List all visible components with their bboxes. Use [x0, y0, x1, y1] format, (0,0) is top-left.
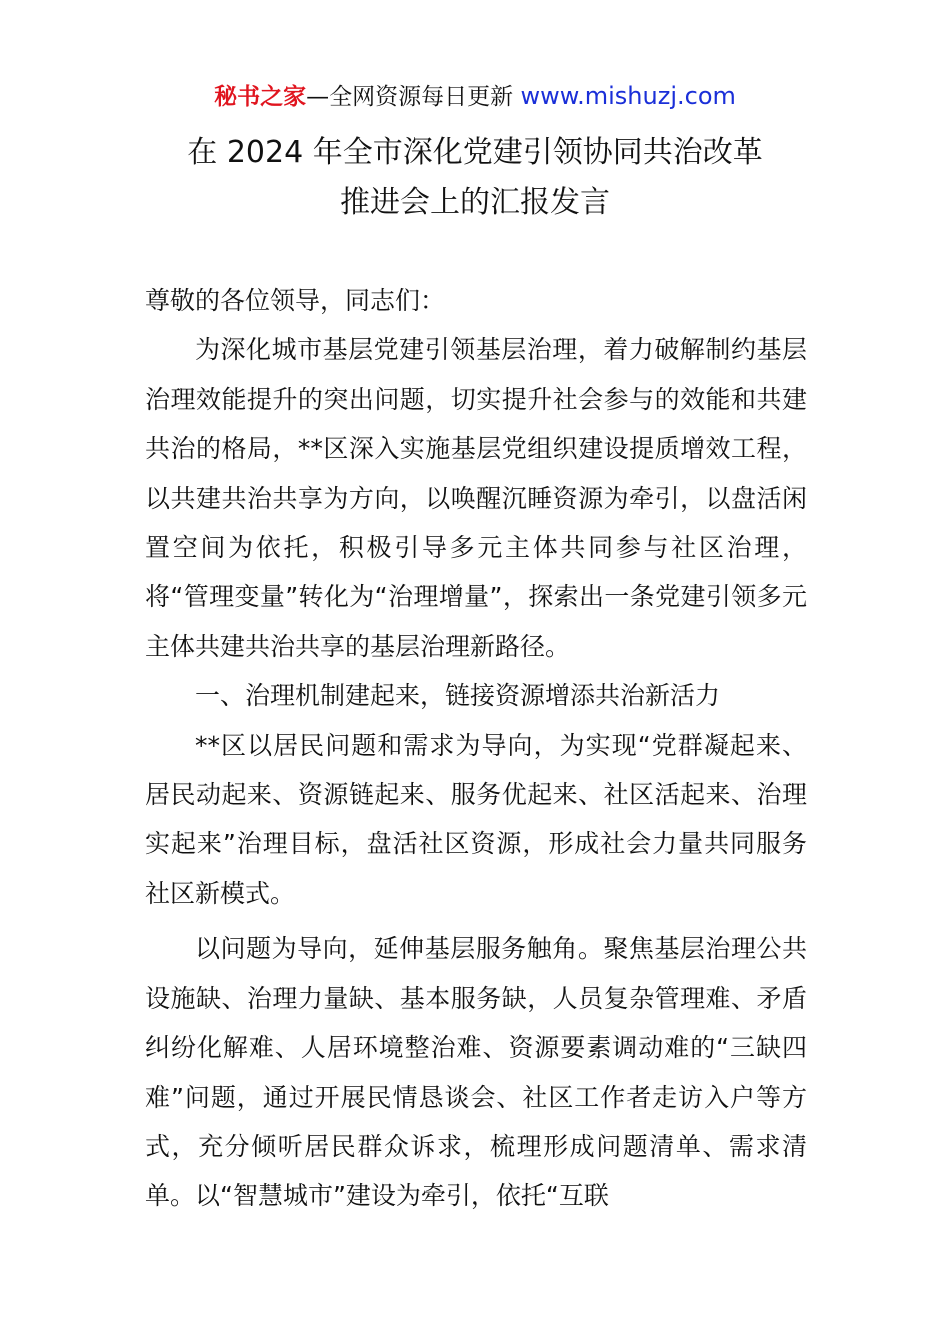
banner-tagline: —全网资源每日更新: [306, 84, 521, 110]
salutation: 尊敬的各位领导，同志们：: [145, 286, 446, 315]
document-body: [145, 276, 807, 1221]
paragraph-section-1: **区以居民问题和需求为导向，为实现“党群凝起来、居民动起来、资源链起来、服务优起来、社区活起来、治理实起来”治理目标，盘活社区资源，形成社会力量共同服务社区新模式。: [145, 730, 807, 908]
paragraph-intro: 为深化城市基层党建引领基层治理，着力破解制约基层治理效能提升的突出问题，切实提升社会参与的效能和共建共治的格局，**区深入实施基层党组织建设提质增效工程，以共建共治共享为方向，以唤醒沉睡资源为牵引，以盘活闲置空间为依托，积极引导多元主体共同参与社区治理，将“管理变量”转化为“治理增量”，探索出一条党建引领多元主体共建共治共享的基层治理新路径。: [145, 335, 807, 661]
site-banner: [0, 80, 950, 113]
paragraph-problem-oriented: 以问题为导向，延伸基层服务触角。聚焦基层治理公共设施缺、治理力量缺、基本服务缺，人员复杂管理难、矛盾纠纷化解难、人居环境整治难、资源要素调动难的“三缺四难”问题，通过开展民情恳谈会、社区工作者走访入户等方式，充分倾听居民群众诉求，梳理形成问题清单、需求清单。以“智慧城市”建设为牵引，依托“互联: [145, 934, 807, 1211]
brand-name: 秘书之家: [214, 84, 307, 110]
section-heading-1: 一、治理机制建起来，链接资源增添共治新活力: [195, 681, 721, 711]
document-title: [0, 128, 950, 228]
title-line-1: 在 2024 年全市深化党建引领协同共治改革: [187, 135, 763, 170]
site-link[interactable]: www.mishuzj.com: [520, 82, 736, 110]
title-line-2: 推进会上的汇报发言: [340, 185, 610, 220]
